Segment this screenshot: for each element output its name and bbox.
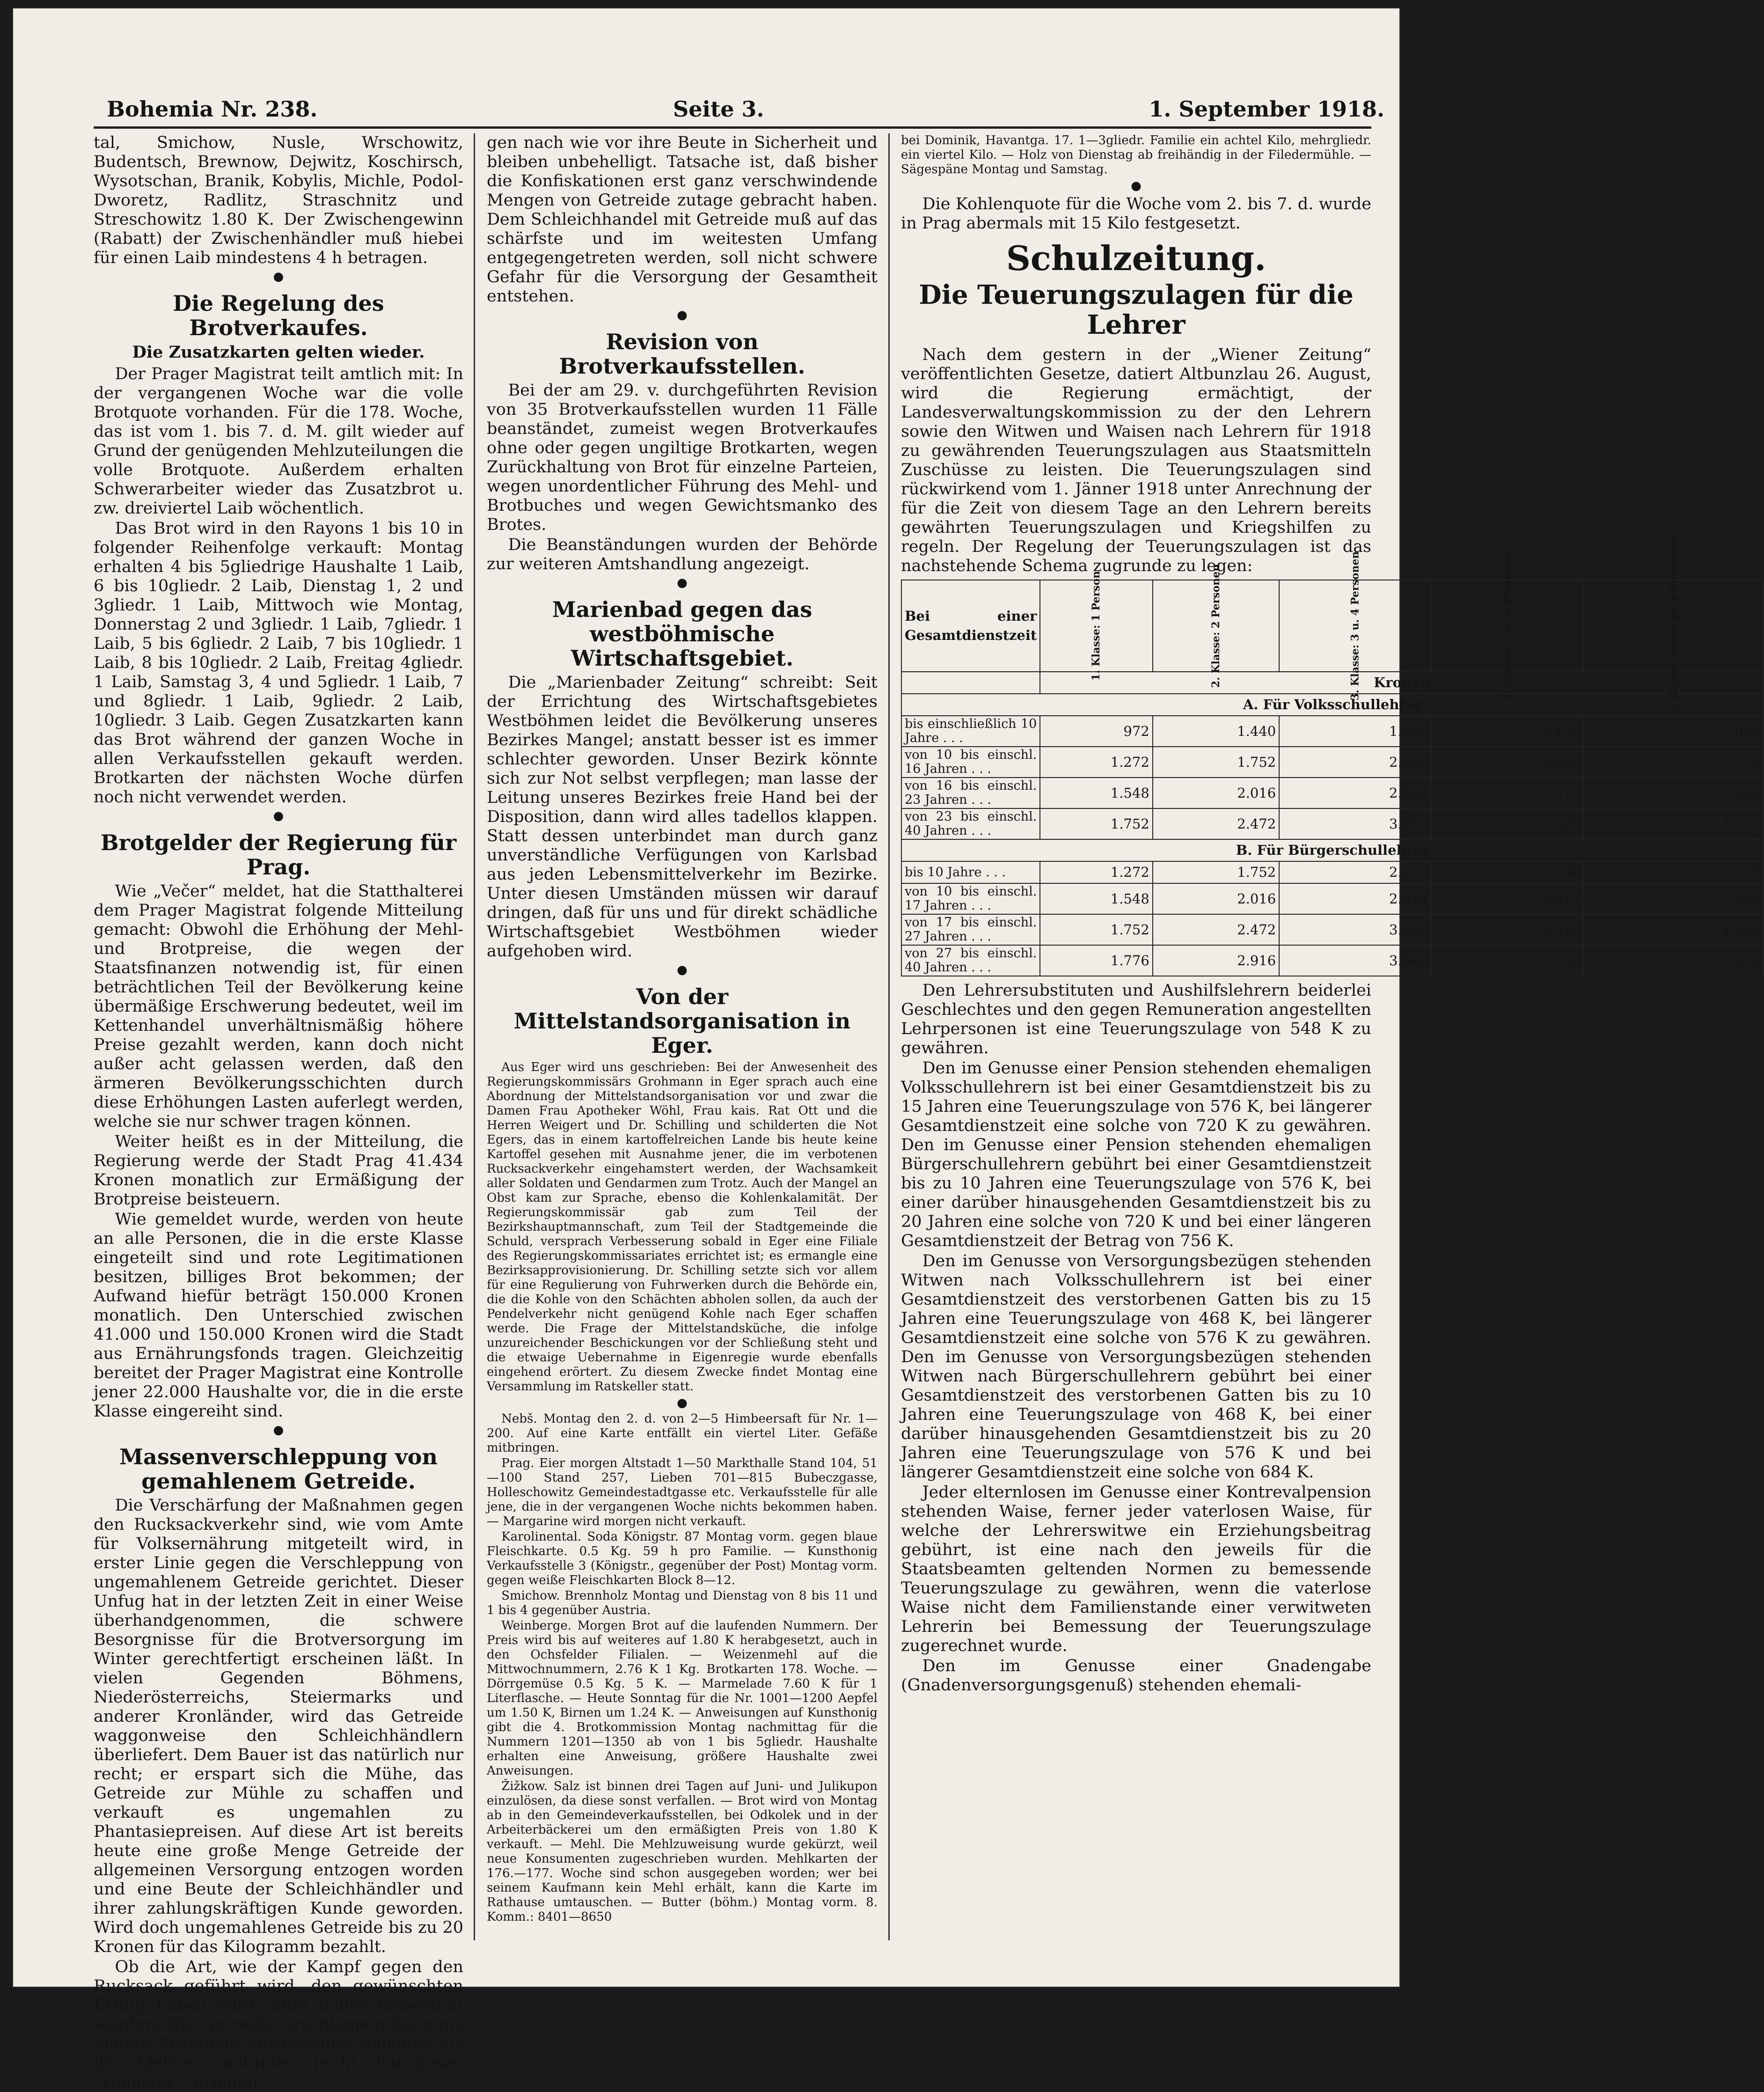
table-section-b: B. Für Bürgerschullehrer — [901, 839, 1764, 861]
article-text: Den im Genusse einer Pension stehenden ehemaligen Volksschullehrern ist bei einer Gesamtdienstzeit bis zu 15 Jahren eine Teuerungszulage von 576 K, bei längerer Gesamtdienstzeit eine solche von 720 K zu gewähren. Den im Genusse einer Pension stehenden ehemaligen Bürgerschullehrern gebührt bei einer Gesamtdienstzeit bis zu 10 Jahren eine Teuerungszulage von 576 K, bei einer darüber hinausgehenden Gesamtdienstzeit bis zu 20 Jahren eine solche von 720 K und bei einer längeren Gesamtdienstzeit der Betrag von 756 K. — [901, 1059, 1371, 1250]
table-cell: 3.024 — [1583, 716, 1764, 747]
table-row-label: bis einschließlich 10 Jahre . . . — [901, 716, 1040, 747]
article-text: Das Brot wird in den Rayons 1 bis 10 in folgender Reihenfolge verkauft: Montag erhalten 4 bis 5gliedrige Haushalte 1 Laib, 6 bis 10gliedr. 2 Laib, Dienstag 1, 2 und 3gliedr. 1 Laib, Mittwoch wie Montag, Donnerstag 2 und 3gliedr. 1 Laib, 7gliedr. 1 Laib, 5 bis 6gliedr. 2 Laib, 7 bis 10gliedr. 1 Laib, 8 bis 10gliedr. 2 Laib, Freitag 4gliedr. 1 Laib, Samstag 3, 4 und 5gliedr. 1 Laib, 7 und 8gliedr. 1 Laib, 9gliedr. 2 Laib, 10gliedr. 3 Laib. Gegen Zusatzkarten kann das Brot während der ganzen Woche in allen Verkaufsstellen gekauft werden. Brotkarten der nächsten Woche dürfen noch nicht verwendet werden. — [94, 519, 463, 807]
article-text: Weiter heißt es in der Mitteilung, die Regierung werde der Stadt Prag 41.434 Kronen monatlich zur Ermäßigung der Brotpreise beisteuern. — [94, 1132, 463, 1209]
table-cell: 2.472 — [1153, 808, 1279, 839]
table-row-label: von 27 bis einschl. 40 Jahren . . . — [901, 945, 1040, 976]
separator-star: ● — [1131, 179, 1142, 193]
notice-item: Weinberge. Morgen Brot auf die laufenden Nummern. Der Preis wird bis auf weiteres auf 1.80 K herabgesetzt, auch in den Ochsfelder Filialen. — Weizenmehl auf die Mittwochnummern, 2.76 K 1 Kg. Brotkarten 178. Woche. — Dörrgemüse 0.5 Kg. 5 K. — Marmelade 7.60 K für 1 Literflasche. — Heute Sonntag für die Nr. 1001—1200 Aepfel um 1.50 K, Birnen um 1.24 K. — Anweisungen auf Kunsthonig gibt die 4. Brotkommission Montag nachmittag für die Nummern 1201—1350 ab von 1 bis 5gliedr. Haushalte erhalten eine Anweisung, größere Haushalte zwei Anweisungen. — [487, 1619, 878, 1778]
subheadline: Die Zusatzkarten gelten wieder. — [132, 343, 425, 362]
table-cell: 2.544 — [1279, 883, 1431, 914]
table-cell: 2.016 — [1153, 778, 1279, 808]
table-unit: Kronen — [1040, 672, 1764, 694]
article-text: Die Verschärfung der Maßnahmen gegen den Rucksackverkehr sind, wie vom Amte für Volksernährung mitgeteilt wird, in erster Linie gegen die Verschleppung von ungemahlenem Getreide gerichtet. Dieser Unfug hat in der letzten Zeit in einer Weise überhandgenommen, die schwere Besorgnisse für die Brotversorgung im Winter gerechtfertigt erscheinen läßt. In vielen Gegenden Böhmens, Niederösterreichs, Steiermarks und anderer Kronländer, wird das Getreide waggonweise den Schleichhändlern überliefert. Dem Bauer ist das natürlich nur recht; er erspart sich die Mühe, das Getreide zur Mühle zu schaffen und verkauft es ungemahlen zu Phantasiepreisen. Auf diese Art ist bereits heute eine große Menge Getreide der allgemeinen Versorgung entzogen worden und eine Beute der Schleichhändler und ihrer zahlungskräftigen Kunde geworden. Wird doch ungemahlenes Getreide bis zu 20 Kronen für das Kilogramm bezahlt. — [94, 1496, 463, 1956]
table-cell: 4.260 — [1431, 945, 1583, 976]
table-cell: 1.752 — [1040, 914, 1152, 945]
table-cell: 1.776 — [1040, 945, 1152, 976]
table-row — [901, 716, 1764, 747]
notice-item: Nebš. Montag den 2. d. von 2—5 Himbeersaft für Nr. 1—200. Auf eine Karte entfällt ein viertel Liter. Gefäße mitbringen. — [487, 1412, 878, 1455]
table-col-header: 2. Klasse: 2 Personen — [1153, 580, 1279, 672]
notice-item: Smichow. Brennholz Montag und Dienstag von 8 bis 11 und 1 bis 4 gegenüber Austria. — [487, 1589, 878, 1617]
table-cell: 4.932 — [1583, 945, 1764, 976]
article-small-text — [487, 1060, 878, 1924]
table-cell: 3.336 — [1583, 747, 1764, 778]
notice-item: bei Dominik, Havantga. 17. 1—3gliedr. Familie ein achtel Kilo, mehrgliedr. ein viertel Kilo. — Holz von Dienstag ab freihändig in der Filedermühle. — Sägespäne Montag und Samstag. — [901, 133, 1371, 176]
header-rule — [94, 126, 1371, 129]
table-cell: 3.072 — [1431, 778, 1583, 808]
table-cell: 3.000 — [1279, 914, 1431, 945]
table-header-row — [901, 580, 1764, 672]
notice-item: Žižkow. Salz ist binnen drei Tagen auf Juni- und Julikupon einzulösen, da diese sonst verfallen. — Brot wird von Montag ab in den Gemeindeverkaufsstellen, bei Odkolek und in der Arbeiterbäckerei um den ermäßigten Preis von 1.80 K verkauft. — Mehl. Die Mehlzuweisung wurde gekürzt, weil neue Konsumenten zugeschrieben wurden. Mehlkarten der 176.—177. Woche sind schon ausgegeben worden; wer bei seinem Kaufmann kein Mehl erhält, kann die Karte im Rathause umtauschen. — Butter (böhm.) Montag vorm. 8. Komm.: 8401—8650 — [487, 1779, 878, 1924]
table-row — [901, 883, 1764, 914]
article-text: Ob die Art, wie der Kampf gegen den Rucksack geführt wird, den gewünschten Erfolg haben wird, muß leider bezweifelt werden. Die Getreideverschlepper, die ganz andere Praktiken anzuwenden scheinen als die kleinen, mitunter recht harmlosen „Hamster“, bringen — [94, 1958, 463, 2092]
article-text: Den Lehrersubstituten und Aushilfslehrern beiderlei Geschlechtes und den gegen Remuneration angestellten Lehrpersonen ist eine Teuerungszulage von 548 K zu gewähren. — [901, 981, 1371, 1057]
page-header — [107, 96, 1384, 129]
table-row-label: von 16 bis einschl. 23 Jahren . . . — [901, 778, 1040, 808]
article-text: Nach dem gestern in der „Wiener Zeitung“ veröffentlichten Gesetze, datiert Altbunzlau 26. August, wird die Regierung ermächtigt, der Landesverwaltungskommission zu der den Lehrern sowie den Witwen und Waisen nach Lehrern für 1918 zu gewährenden Teuerungszulagen aus Staatsmitteln Zuschüsse zu leisten. Die Teuerungszulagen sind rückwirkend vom 1. Jänner 1918 unter Anrechnung der für die Zeit von diesem Tage an den Lehrern bereits gewährten Teuerungszulagen und Kriegshilfen zu regeln. Der Regelung der Teuerungszulagen ist das nachstehende Schema zugrunde zu legen: — [901, 345, 1371, 575]
table-row — [901, 945, 1764, 976]
separator-star: ● — [273, 1423, 284, 1437]
table-cell: 1.272 — [1040, 747, 1152, 778]
column-2 — [487, 133, 878, 1940]
headline-brotgelder: Brotgelder der Regierung für Prag. — [100, 830, 457, 880]
table-cell: 2.808 — [1431, 747, 1583, 778]
table-cell: 1.272 — [1040, 861, 1152, 883]
table-cell: 2.016 — [1153, 883, 1279, 914]
article-text: tal, Smichow, Nusle, Wrschowitz, Budentsch, Brewnow, Dejwitz, Koschirsch, Wysotschan, Branik, Kobylis, Michle, Podol-Dworetz, Radlitz, Straschnitz und Streschowitz 1.80 K. Der Zwischengewinn (Rabatt) der Zwischenhändler muß hiebei für einen Laib mindestens 4 h betragen. — [94, 133, 463, 267]
article-text: Die Beanständungen wurden der Behörde zur weiteren Amtshandlung angezeigt. — [487, 536, 878, 573]
separator-star: ● — [677, 576, 688, 590]
headline-revision: Revision von Brotverkaufsstellen. — [559, 329, 805, 379]
column-1 — [94, 133, 464, 2092]
headline-massenverschleppung: Massenverschleppung von gemahlenem Getreide. — [119, 1444, 438, 1494]
article-text: Die „Marienbader Zeitung“ schreibt: Seit der Errichtung des Wirtschaftsgebietes Westböhmen leidet die Bevölkerung unseres Bezirkes Mangel; anstatt besser ist es immer schlechter geworden. Unser Bezirk könnte sich zur Not selbst verpflegen; man lasse der Leitung unseres Bezirkes freie Hand bei der Disposition, dann wird alles tadellos klappen. Statt dessen unterbindet man durch ganz unverständliche Verfügungen von Karlsbad aus jeden Lebensmittelverkehr im Bezirke. Unter diesen Umständen müssen wir darauf dringen, daß für uns und für direkt schädliche Wirtschaftsgebiet Westböhmen wieder aufgehoben wird. — [487, 673, 878, 961]
table-col-header: 1. Klasse: 1 Person — [1040, 580, 1152, 672]
table-section-a: A. Für Volksschullehrer — [901, 694, 1764, 716]
column-rule-2 — [888, 133, 890, 1940]
table-cell: 1.548 — [1040, 883, 1152, 914]
headline-mittelstand: Von der Mittelstandsorganisation in Eger. — [513, 984, 851, 1058]
article-text: Die Kohlenquote für die Woche vom 2. bis 7. d. wurde in Prag abermals mit 15 Kilo festgesetzt. — [901, 195, 1371, 233]
notice-item: Karolinental. Soda Königstr. 87 Montag vorm. gegen blaue Fleischkarte. 0.5 Kg. 59 h pro Familie. — Kunsthonig Verkaufsstelle 3 (Königstr., gegenüber der Post) Montag vorm. gegen weiße Fleischkarten Block 8—12. — [487, 1530, 878, 1587]
table-cell: 4.057 — [1583, 808, 1764, 839]
table-row-label: bis 10 Jahre . . . — [901, 861, 1040, 883]
article-text: Bei der am 29. v. durchgeführten Revision von 35 Brotverkaufsstellen wurden 11 Fälle beanständet, zumeist wegen Brotverkaufes ohne oder gegen ungiltige Brotkarten, wegen Zurückhaltung von Brot für einzelne Parteien, wegen unordentlicher Führung des Mehl- und Brotbuches und wegen Gewichtsmanko des Brotes. — [487, 381, 878, 534]
headline-brotverkauf: Die Regelung des Brotverkaufes. — [173, 291, 384, 340]
table-row-label: von 10 bis einschl. 17 Jahren . . . — [901, 883, 1040, 914]
article-text: Den im Genusse von Versorgungsbezügen stehenden Witwen nach Volksschullehrern ist bei einer Gesamtdienstzeit des verstorbenen Gatten bis zu 15 Jahren eine Teuerungszulage von 468 K, bei längerer Gesamtdienstzeit eine solche von 576 K zu gewähren. Den im Genusse von Versorgungsbezügen stehenden Witwen nach Bürgerschullehrern gebührt bei einer Gesamtdienstzeit des verstorbenen Gatten bis zu 10 Jahren eine Teuerungszulage von 468 K, bei einer darüber hinausgehenden Gesamtdienstzeit bis zu 20 Jahren eine Teuerungszulage von 576 K und bei längerer Gesamtdienstzeit eine solche von 684 K. — [901, 1252, 1371, 1482]
table-cell: 4.056 — [1583, 914, 1764, 945]
article-text: Der Prager Magistrat teilt amtlich mit: In der vergangenen Woche war die volle Brotquote vorhanden. Für die 178. Woche, das ist vom 1. bis 7. d. M. gilt wieder auf Grund der genügenden Mehlzuteilungen die volle Brotquote. Außerdem erhalten Schwerarbeiter wieder das Zusatzbrot u. zw. dreiviertel Laib wöchentlich. — [94, 365, 463, 518]
table-cell: 1.440 — [1153, 716, 1279, 747]
article-text: Wie „Večer“ meldet, hat die Statthalterei dem Prager Magistrat folgende Mitteilung gemacht: Obwohl die Erhöhung der Mehl- und Brotpreise, die wegen der Staatsfinanzen notwendig ist, für einen beträchtlichen Teil der Bevölkerung keine übermäßige Erschwerung bedeutet, weil im Kettenhandel unverhältnismäßig höhere Preise gezahlt werden, kann doch nicht außer acht gelassen werden, daß den ärmeren Bevölkerungsschichten durch diese Erhöhungen Lasten auferlegt werden, welche sie nur schwer tragen können. — [94, 882, 463, 1131]
section-title-schulzeitung: Schulzeitung. — [1006, 238, 1266, 278]
table-row — [901, 861, 1764, 883]
table-row — [901, 778, 1764, 808]
article-text: Jeder elternlosen im Genusse einer Kontrevalpension stehenden Waise, ferner jeder vaterlosen Waise, für welche der Lehrerswitwe ein Erziehungsbeitrag gebührt, ist eine nach den jeweils für die Staatsbeamten geltenden Normen zu bemessende Teuerungszulage zu gewähren, wenn die vaterlose Waise nicht dem Familienstande einer verwitweten Lehrerin bei Bemessung der Teuerungszulage zugerechnet wurde. — [901, 1483, 1371, 1655]
table-row — [901, 914, 1764, 945]
article-text: gen nach wie vor ihre Beute in Sicherheit und bleiben unbehelligt. Tatsache ist, daß bisher die Konfiskationen erst ganz verschwindende Mengen von Getreide zutage gebracht haben. Dem Schleichhandel mit Getreide muß auf das schärfste und im weitesten Umfang entgegengetreten werden, soll nicht schwere Gefahr für die Versorgung der Gesamtheit entstehen. — [487, 133, 878, 306]
article-text: Wie gemeldet wurde, werden von heute an alle Personen, die in die erste Klasse eingeteilt sind und rote Legitimationen besitzen, billiges Brot bekommen; der Aufwand hiefür beträgt 150.000 Kronen monatlich. Den Unterschied zwischen 41.000 und 150.000 Kronen wird die Stadt aus Ernährungsfonds tragen. Gleichzeitig bereitet der Prager Magistrat eine Kontrolle jener 22.000 Haushalte vor, die in die erste Klasse eingereiht sind. — [94, 1210, 464, 1421]
issue-date: 1. September 1918. — [1149, 96, 1384, 122]
table-row-label: von 10 bis einschl. 16 Jahren . . . — [901, 747, 1040, 778]
table-row — [901, 808, 1764, 839]
table-cell: 2.496 — [1431, 716, 1583, 747]
table-cell: 1.752 — [1040, 808, 1152, 839]
table-cell: 2.280 — [1279, 861, 1431, 883]
separator-star: ● — [677, 308, 688, 322]
table-cell: 2.916 — [1153, 945, 1279, 976]
issue-number: Bohemia Nr. 238. — [107, 96, 318, 122]
headline-teuerungszulagen: Die Teuerungszulagen für die Lehrer — [919, 279, 1354, 340]
table-col-header: 4. Klasse: 5 u. 6 Personen — [1431, 580, 1583, 672]
table-row — [901, 747, 1764, 778]
table-cell: 1.752 — [1153, 861, 1279, 883]
column-3 — [901, 133, 1761, 1940]
column-rule-1 — [474, 133, 475, 1940]
table-cell: 3.336 — [1583, 861, 1764, 883]
table-cell: 3.588 — [1279, 945, 1431, 976]
headline-marienbad: Marienbad gegen das westböhmische Wirtschaftsgebiet. — [552, 597, 812, 671]
table-cell: 1.548 — [1040, 778, 1152, 808]
separator-star: ● — [273, 270, 284, 284]
allowance-table — [901, 537, 1764, 976]
notice-block — [901, 133, 1371, 177]
article-text: Den im Genusse einer Gnadengabe (Gnadenversorgungsgenuß) stehenden ehemali- — [901, 1657, 1371, 1695]
table-cell: 2.544 — [1279, 778, 1431, 808]
page-number: Seite 3. — [673, 96, 764, 122]
separator-star: ● — [273, 809, 284, 823]
separator-star: ● — [677, 963, 688, 977]
table-row-label: von 17 bis einschl. 27 Jahren . . . — [901, 914, 1040, 945]
table-cell: 2.808 — [1431, 861, 1583, 883]
table-cell: 3.600 — [1583, 778, 1764, 808]
table-cell: 3.000 — [1279, 808, 1431, 839]
table-cell: 1.752 — [1153, 747, 1279, 778]
table-cell: 3.528 — [1431, 914, 1583, 945]
table-cell: 3.600 — [1583, 883, 1764, 914]
table-cell: 3.528 — [1431, 808, 1583, 839]
table-col-header: 3. Klasse: 3 u. 4 Personen — [1279, 580, 1431, 672]
table-cell: 972 — [1040, 716, 1152, 747]
table-cell: 2.472 — [1153, 914, 1279, 945]
article-text: Aus Eger wird uns geschrieben: Bei der Anwesenheit des Regierungskommissärs Grohmann in Eger sprach auch eine Abordnung der Mittelstandsorganisation vor und zwar die Damen Frau Apotheker Wöhl, Frau kais. Rat Ott und die Herren Weigert und Dr. Schilling und schilderten die Not Egers, das in einem kartoffelreichen Lande bis heute keine Kartoffel gesehen mit Ausnahme jener, die im verbotenen Rucksackverkehr eingehamstert werden, der Wachsamkeit aller Soldaten und Gendarmen zum Trotz. Auch der Mangel an Obst kam zur Sprache, ebenso die Kohlenkalamität. Der Regierungskommissär gab zum Teil der Bezirkshauptmannschaft, zum Teil der Stadtgemeinde die Schuld, versprach Verbesserung sobald in Eger eine Filiale des Regierungskommissariates errichtet ist; es ermangle eine Bezirksapprovisionierung. Dr. Schilling setzte sich vor allem für eine Regulierung von Fuhrwerken durch die Behörde ein, die die Kohle von den Schächten abholen sollen, da auch der Pendelverkehr nicht genügend Kohle nach Eger schaffen werde. Die Frage der Mittelstandsküche, die infolge unzureichender Beschickungen vor der Schließung steht und die etwaige Uebernahme in Eigenregie wurde ebenfalls eingehend erörtert. Zu diesem Zwecke findet Montag eine Versammlung im Ratskeller statt. — [487, 1060, 878, 1394]
table-col-header: 5. Klasse: mehr als 6 Personen — [1583, 580, 1764, 672]
table-cell: 1.908 — [1279, 716, 1431, 747]
notice-item: Prag. Eier morgen Altstadt 1—50 Markthalle Stand 104, 51—100 Stand 257, Lieben 701—815 Bubeczgasse, Holleschowitz Gemeindestadtgasse etc. Verkaufsstelle für alle jene, die in der vergangenen Woche nichts bekommen haben. — Margarine wird morgen nicht verkauft. — [487, 1456, 878, 1528]
table-row-label: von 23 bis einschl. 40 Jahren . . . — [901, 808, 1040, 839]
separator-star: ● — [677, 1396, 688, 1410]
table-row-header: Bei einer Gesamtdienstzeit — [901, 580, 1040, 672]
table-cell: 3.072 — [1431, 883, 1583, 914]
table-cell: 2.280 — [1279, 747, 1431, 778]
